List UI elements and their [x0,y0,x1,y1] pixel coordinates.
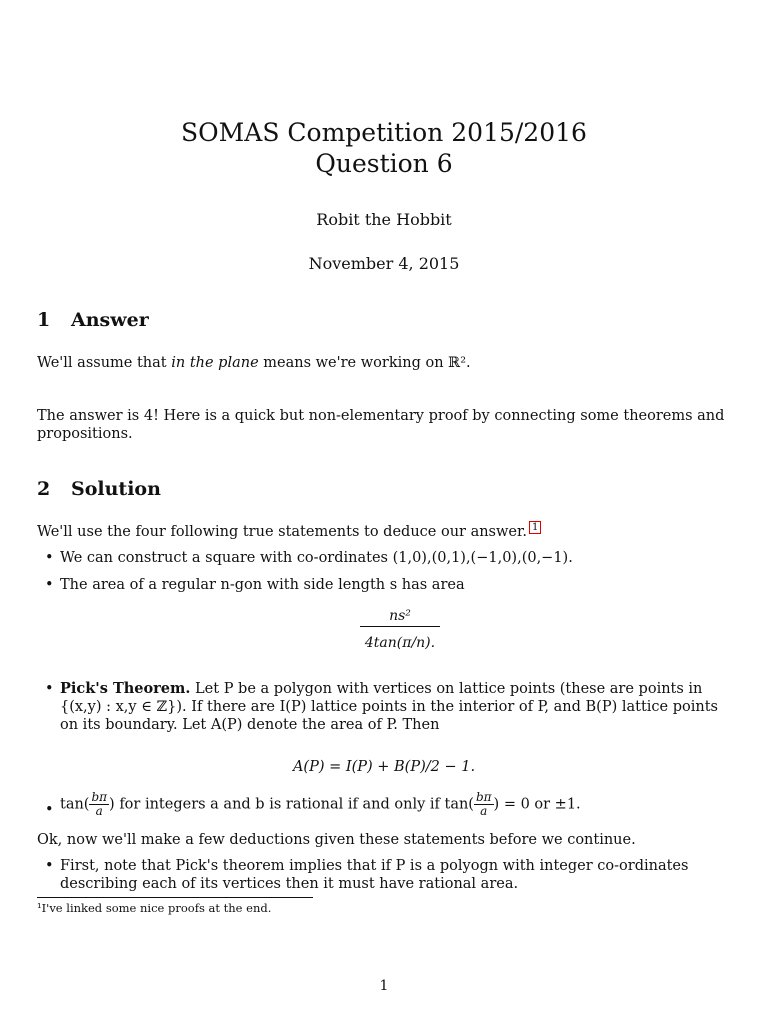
equation-denominator: 4tan(π/n). [364,635,436,651]
bullet-tan [45,790,732,818]
fraction-denominator: a [480,804,488,818]
date: November 4, 2015 [308,254,460,273]
section-heading-answer [37,309,149,331]
footnote-link[interactable]: 1 [529,521,541,534]
fraction-denominator: a [95,804,103,818]
equation-ngon-area [360,608,440,651]
title-line-2: Question 6 [315,149,453,178]
text-run: tan( [60,796,90,813]
text-run: First, note that Pick's theorem implies that if P is a polyogn with integer co-ordinates describing each of its vertices then it must have rational area. [60,858,689,892]
bullet-icon: • [45,577,54,593]
bullet-icon: • [45,681,54,697]
footnote-text: ¹I've linked some nice proofs at the end. [37,901,272,915]
bullet-ngon [45,576,732,594]
bullet-icon: • [45,858,54,874]
text-run: means we're working on ℝ². [258,355,471,371]
fraction-numerator: bπ [475,790,492,804]
paragraph-deductions: Ok, now we'll make a few deductions given these statements before we continue. [37,832,636,848]
bullet-first-note [45,857,732,893]
text-run: We'll assume that [37,355,172,371]
bullet-icon: • [45,550,54,566]
fraction [89,791,109,818]
section-title: Answer [71,309,149,331]
bullet-icon: • [45,802,54,818]
paragraph-assumption [37,354,737,372]
text-run: ) = 0 or ±1. [493,796,581,813]
paragraph-intro [37,523,737,543]
fraction [474,791,494,818]
section-heading-solution [37,478,161,500]
author: Robit the Hobbit [316,210,452,229]
text-run: Let P be a polygon with vertices on lattice points (these are points in {(x,y) : x,y ∈ ℤ}). If there are I(P) lattice points in the interior of P, and B(P) lattice points on its boundary. Let A(P) denote the area of P. Then [60,681,718,733]
equation-picks: A(P) = I(P) + B(P)/2 − 1. [292,759,476,775]
footnote-divider [37,897,313,898]
paragraph-answer: The answer is 4! Here is a quick but non-elementary proof by connecting some theorems and propositions. [37,408,725,442]
text-run: We'll use the four following true statements to deduce our answer. [37,524,527,540]
text-run: We can construct a square with co-ordinates [60,550,393,566]
text-run: ) for integers a and b is rational if and only if tan( [109,796,474,813]
bullet-square [45,549,732,567]
equation-numerator: ns² [360,608,440,627]
bullet-picks-theorem [45,680,732,734]
page-number: 1 [379,978,389,994]
section-title: Solution [71,478,161,500]
math-text: (1,0),(0,1),(−1,0),(0,−1). [392,550,573,566]
fraction-numerator: bπ [91,790,108,804]
emphasis-text: in the plane [171,355,259,371]
section-number: 2 [37,478,51,500]
theorem-label: Pick's Theorem. [60,680,191,697]
text-run: The area of a regular n-gon with side length s has area [60,577,465,593]
section-number: 1 [37,309,51,331]
title-line-1: SOMAS Competition 2015/2016 [181,118,587,147]
